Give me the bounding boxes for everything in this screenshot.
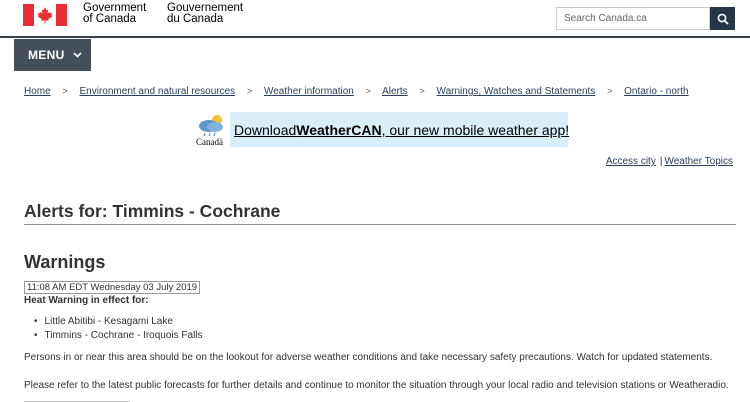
chevron-down-icon (73, 52, 82, 58)
site-header (0, 0, 750, 38)
warning-paragraph: Persons in or near this area should be on the lookout for adverse weather conditions and take necessary safety precautions. Watch for updated statements. (24, 352, 713, 363)
signature-english[interactable]: Government of Canada (83, 2, 147, 25)
weather-topics-link[interactable]: Weather Topics (664, 156, 733, 167)
weather-cloud-sun-icon (195, 112, 231, 138)
title-divider (24, 224, 736, 225)
breadcrumb-warnings[interactable]: Warnings, Watches and Statements (436, 86, 596, 97)
breadcrumb-separator-icon: > (607, 86, 613, 96)
search-icon (717, 13, 729, 25)
weathercan-download-link[interactable]: Download WeatherCAN , our new mobile weather app! (230, 112, 568, 147)
breadcrumb (24, 86, 689, 97)
warning-timestamp: 11:08 AM EDT Wednesday 03 July 2019 (24, 281, 200, 294)
breadcrumb-ontario-north[interactable]: Ontario - north (624, 86, 689, 97)
breadcrumb-environment[interactable]: Environment and natural resources (79, 86, 236, 97)
weathercan-banner (194, 112, 568, 147)
warning-paragraph: Please refer to the latest public forecasts for further details and continue to monitor the situation through your local radio and television stations or Weatheradio. (24, 380, 729, 391)
breadcrumb-separator-icon: > (62, 86, 68, 96)
menu-label: MENU (28, 48, 65, 62)
breadcrumb-weather-information[interactable]: Weather information (263, 86, 354, 97)
canada-wordmark: Canadä (196, 137, 223, 147)
canada-flag-icon[interactable] (23, 4, 67, 26)
page-title: Alerts for: Timmins - Cochrane (24, 201, 281, 221)
breadcrumb-separator-icon: > (365, 86, 371, 96)
list-item: • Timmins - Cochrane - Iroquois Falls (34, 329, 203, 343)
search-input[interactable] (556, 7, 710, 30)
breadcrumb-separator-icon: > (419, 86, 425, 96)
menu-button[interactable] (14, 39, 91, 71)
list-item: • Little Abitibi - Kesagami Lake (34, 315, 203, 329)
top-links: Access city | Weather Topics (605, 156, 733, 167)
access-city-link[interactable]: Access city (605, 156, 656, 167)
breadcrumb-home[interactable]: Home (24, 86, 51, 97)
search-button[interactable] (710, 7, 735, 30)
warning-title: Heat Warning in effect for: (24, 295, 149, 306)
signature-french[interactable]: Gouvernement du Canada (167, 2, 244, 25)
region-list (34, 315, 203, 343)
breadcrumb-separator-icon: > (246, 86, 253, 96)
breadcrumb-alerts[interactable]: Alerts (382, 86, 408, 97)
weathercan-logo (194, 112, 232, 147)
warnings-heading: Warnings (24, 252, 106, 272)
